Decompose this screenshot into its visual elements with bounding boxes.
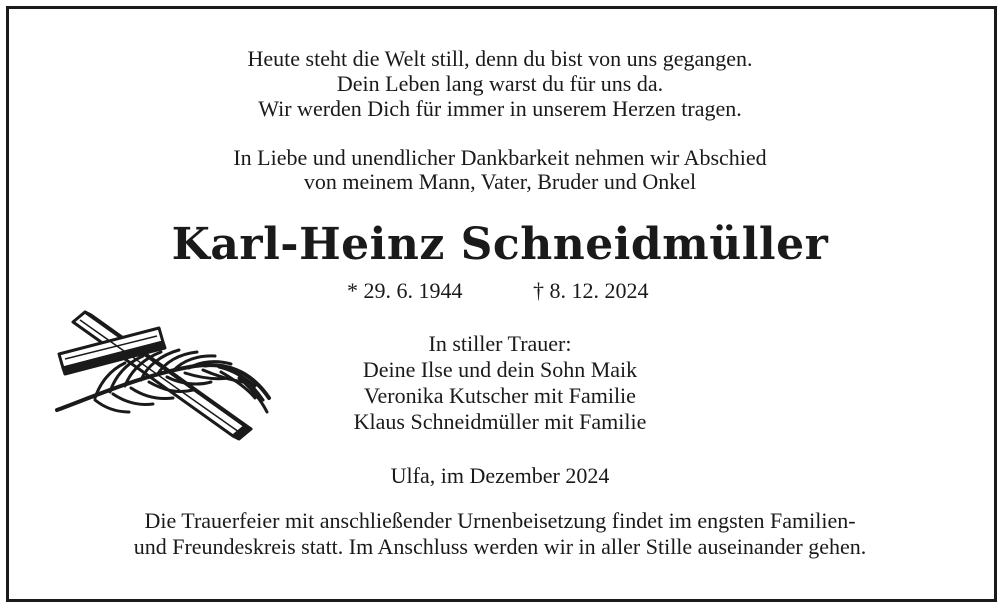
intro-line: In Liebe und unendlicher Dankbarkeit nehmen wir Abschied xyxy=(233,145,767,170)
verse-line: Dein Leben lang warst du für uns da. xyxy=(336,71,664,96)
mourners-heading: In stiller Trauer: xyxy=(428,331,572,356)
verse-line: Wir werden Dich für immer in unserem Herzen tragen. xyxy=(258,96,742,121)
mourner-name: Veronika Kutscher mit Familie xyxy=(364,383,636,408)
funeral-notice-line: und Freundeskreis statt. Im Anschluss werden wir in aller Stille auseinander gehen. xyxy=(133,534,867,559)
deceased-name: Karl-Heinz Schneidmüller xyxy=(171,219,829,270)
birth-date: * 29. 6. 1944 xyxy=(347,278,463,303)
mourner-name: Klaus Schneidmüller mit Familie xyxy=(353,409,647,434)
verse-line: Heute steht die Welt still, denn du bist von uns gegangen. xyxy=(247,46,753,71)
funeral-notice-line: Die Trauerfeier mit anschließender Urnenbeisetzung findet im engsten Familien- xyxy=(144,508,856,533)
death-date: † 8. 12. 2024 xyxy=(533,278,649,303)
intro-line: von meinem Mann, Vater, Bruder und Onkel xyxy=(303,169,697,194)
place-date: Ulfa, im Dezember 2024 xyxy=(390,463,610,488)
mourner-name: Deine Ilse und dein Sohn Maik xyxy=(362,357,638,382)
